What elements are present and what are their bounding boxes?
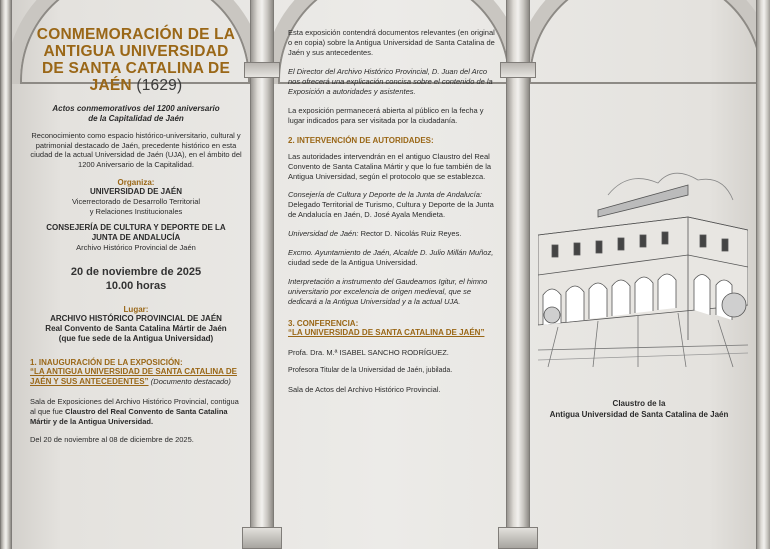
organizer-name: CONSEJERÍA DE CULTURA Y DEPORTE DE LA bbox=[46, 223, 226, 232]
organizer-sub: y Relaciones Institucionales bbox=[89, 207, 183, 216]
title-year: (1629) bbox=[136, 77, 183, 94]
event-time: 10.00 horas bbox=[105, 280, 167, 292]
place-address: (que fue sede de la Antigua Universidad) bbox=[58, 334, 214, 343]
exhibition-title: “LA ANTIGUA UNIVERSIDAD DE SANTA CATALINA DE bbox=[30, 367, 237, 376]
event-date: 20 de noviembre de 2025 bbox=[70, 266, 202, 278]
column-capital bbox=[244, 62, 280, 78]
section-heading: 3. CONFERENCIA: bbox=[288, 319, 359, 328]
body-text bbox=[288, 190, 500, 220]
organizer-name: UNIVERSIDAD DE JAÉN bbox=[89, 187, 182, 196]
column-base bbox=[242, 527, 282, 549]
body-text bbox=[288, 248, 500, 268]
title-line: DE SANTA CATALINA DE bbox=[42, 60, 230, 77]
column bbox=[756, 0, 770, 549]
body-text: Profa. Dra. M.ª ISABEL SANCHO RODRÍGUEZ. bbox=[288, 348, 449, 357]
section-heading: 2. INTERVENCIÓN DE AUTORIDADES: bbox=[288, 136, 434, 145]
column bbox=[250, 0, 274, 549]
title-line: ANTIGUA UNIVERSIDAD bbox=[43, 43, 229, 60]
body-text: Interpretación a instrumento del Gaudeamos Igitur, el himno universitario por excelencia de origen medieval, que se dedicará a la Antigua Universidad y a la actual UJA. bbox=[288, 277, 488, 306]
body-text: Del 20 de noviembre al 08 de diciembre de 2025. bbox=[30, 435, 194, 444]
right-panel bbox=[530, 0, 748, 549]
body-text-italic: Consejería de Cultura y Deporte de la Junta de Andalucía: bbox=[288, 190, 483, 199]
body-text: La exposición permanecerá abierta al público en la fecha y lugar indicados para ser visitada por la ciudadanía. bbox=[288, 106, 484, 125]
organizer-sub: Vicerrectorado de Desarrollo Territorial bbox=[71, 197, 201, 206]
body-text: Sala de Actos del Archivo Histórico Provincial. bbox=[288, 385, 441, 394]
body-text-bold: Claustro del Real Convento de Santa Catalina Mártir y de la Antigua Universidad. bbox=[30, 407, 228, 426]
body-text bbox=[30, 397, 242, 427]
highlight-note: (Documento destacado) bbox=[150, 377, 231, 386]
exhibition-title: JAÉN Y SUS ANTECEDENTES” bbox=[30, 377, 149, 386]
middle-panel bbox=[282, 0, 504, 549]
place-address: Real Convento de Santa Catalina Mártir de Jaén bbox=[45, 324, 227, 333]
image-caption bbox=[530, 398, 748, 420]
column bbox=[0, 0, 12, 549]
body-text: Rector D. Nicolás Ruiz Reyes. bbox=[360, 229, 462, 238]
body-text: Las autoridades intervendrán en el antiguo Claustro del Real Convento de Santa Catalina Mártir y que lo fue también de la Antigua Universidad, según el protocolo que se establezca. bbox=[288, 152, 492, 181]
cloister-illustration bbox=[538, 155, 748, 370]
organizer-name: JUNTA DE ANDALUCÍA bbox=[91, 233, 181, 242]
lugar-label: Lugar: bbox=[123, 305, 149, 314]
caption-line: Claustro de la bbox=[612, 399, 666, 408]
page-title bbox=[30, 26, 242, 94]
column bbox=[506, 0, 530, 549]
title-line: CONMEMORACIÓN DE LA bbox=[36, 26, 236, 43]
subtitle: Actos conmemorativos del 1200 aniversario de la Capitalidad de Jaén bbox=[52, 104, 220, 123]
intro-text: Reconocimiento como espacio histórico-universitario, cultural y patrimonial destacado de Jaén, precedente histórico en esta ciudad de la actual Universidad de Jaén (UJA), en el ámbito del 1200 Aniversario de la Capitalidad. bbox=[30, 131, 242, 169]
left-panel bbox=[24, 0, 246, 549]
place-name: ARCHIVO HISTÓRICO PROVINCIAL DE JAÉN bbox=[50, 314, 222, 323]
conference-title: “LA UNIVERSIDAD DE SANTA CATALINA DE JAÉN” bbox=[288, 328, 485, 337]
body-text: Profesora Titular de la Universidad de Jaén, jubilada. bbox=[288, 367, 453, 374]
organizer-sub: Archivo Histórico Provincial de Jaén bbox=[76, 243, 196, 252]
body-text-italic: Universidad de Jaén: bbox=[288, 229, 359, 238]
body-text: Esta exposición contendrá documentos relevantes (en original o en copia) sobre la Antigua Universidad de Santa Catalina de Jaén y sus antecedentes. bbox=[288, 28, 495, 57]
body-text-italic: Excmo. Ayuntamiento de Jaén, Alcalde D. Julio Millán Muñoz, bbox=[288, 248, 494, 257]
organiza-label: Organiza: bbox=[117, 178, 155, 187]
body-text: Sala de Exposiciones del Archivo Histórico Provincial, contigua al que fue bbox=[30, 397, 239, 416]
body-text: El Director del Archivo Histórico Provincial, D. Juan del Arco nos ofrecerá una explicación concisa sobre el contenido de la Exposición a autoridades y asistentes. bbox=[288, 67, 493, 96]
caption-line: Antigua Universidad de Santa Catalina de Jaén bbox=[549, 410, 729, 419]
title-line: JAÉN bbox=[89, 77, 132, 94]
body-text bbox=[288, 229, 500, 239]
body-text: ciudad sede de la Antigua Universidad. bbox=[288, 258, 418, 267]
body-text: Delegado Territorial de Turismo, Cultura y Deporte de la Junta de Andalucía en Jaén, D. José Ayala Mendieta. bbox=[288, 200, 494, 219]
section-heading: 1. INAUGURACIÓN DE LA EXPOSICIÓN: bbox=[30, 358, 183, 367]
